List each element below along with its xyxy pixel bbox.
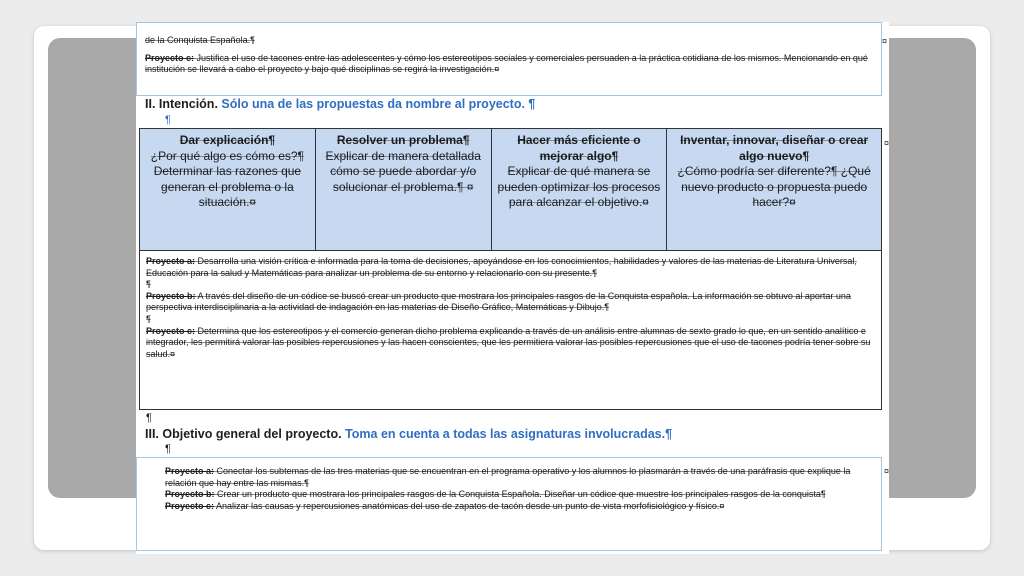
intention-cell-body: ¿Cómo podría ser diferente?¶ ¿Qué nuevo producto o propuesta puedo hacer?¤ [677,164,871,209]
intention-cell-innovate [667,129,882,251]
intention-cell-explain [140,129,316,251]
section-3-heading [145,427,672,441]
objetivo-a-text: Conectar los subtemas de las tres materias que se encuentran en el programa operativo y los alumnos lo plasmarán a través de una paráfrasis que explique la relación que hay entre las mismas.¶ [165,466,851,488]
section-2-heading [145,97,535,111]
proyecto-c-paragraph [146,326,875,361]
intention-cell-improve [491,129,667,251]
intention-cell-title: Inventar, innovar, diseñar o crear algo nuevo¶ [680,133,869,163]
proyecto-b-label: Proyecto b: [146,290,196,301]
section-2-title: II. Intención. [145,97,218,111]
intention-cell-body: Explicar de manera detallada cómo se puede abordar y/o solucionar el problema.¶ ¤ [325,148,481,194]
intention-cell-solve [315,129,491,251]
objetivo-c-text: Analizar las causas y repercusiones anatómicas del uso de zapatos de tacón desde un punto de vista morfofisiológico y físico.¤ [214,500,725,511]
intention-cell-title: Hacer más eficiente o mejorar algo¶ [517,133,641,163]
intention-cell-body: Explicar de qué manera se pueden optimizar los procesos para alcanzar el objetivo.¤ [497,164,661,209]
objetivo-a-label: Proyecto a: [165,466,215,476]
section-2-instruction: Sólo una de las propuestas da nombre al proyecto. ¶ [221,97,536,111]
pilcrow-mark: ¶ [165,114,171,126]
pilcrow-mark: ¶ [146,412,152,424]
pilcrow-mark: ¶ [165,443,171,455]
cell-marker: ¤ [884,466,889,476]
intention-table [139,128,882,251]
proyecto-b-text: A través del diseño de un códice se buscó crear un producto que mostrara los principales rasgos de la Conquista española. La información se obtuvo al aportar una perspectiva interdisciplinaria a la actividad de indagación en las materias de Diseño Gráfico, Matemáticas y Dibujo.¶ [146,290,851,313]
objetivo-b-paragraph [165,489,861,501]
objetivo-c-paragraph [165,501,861,513]
section-3-title: III. Objetivo general del proyecto. [145,427,342,441]
objetivo-a-paragraph [165,466,861,489]
proyecto-a-paragraph [146,256,875,279]
cell-marker: ¤ [882,36,888,46]
intention-cell-title: Resolver un problema¶ [336,133,470,147]
document-image [136,22,889,554]
proyecto-c-label: Proyecto c: [145,52,195,63]
objectives-box [136,457,882,551]
intention-table-row [140,129,882,251]
objetivo-c-label: Proyecto c: [165,500,215,511]
proyecto-c-paragraph [145,53,873,76]
proyecto-c-text: Justifica el uso de tacones entre las adolescentes y cómo los estereotipos sociales y comerciales persuaden a la práctica cotidiana de los mismos. Mencionando en qué institución se llevará a cabo el proyecto y bajo qué disciplinas se regirá la investigación.¤ [145,52,868,75]
objetivo-b-text: Crear un producto que mostrara los principales rasgos de la Conquista Española. Diseñar un códice que muestre los principales rasgos de la conquista¶ [214,489,826,500]
proyecto-a-label: Proyecto a: [146,256,196,266]
objetivo-b-label: Proyecto b: [165,489,215,500]
intention-cell-body: ¿Por qué algo es cómo es?¶ Determinar las razones que generan el problema o la situación.¤ [150,148,304,209]
section-3-instruction: Toma en cuenta a todas las asignaturas involucradas.¶ [345,427,673,441]
proyecto-c-text: Determina que los estereotipos y el comercio generan dicho problema explicando a través de un análisis entre alumnas de sexto grado lo que, en un sentido analítico e integrador, les permitirá valorar las posibles repercusiones y las hacen conscientes, que les permitiera valorar las posibles repercusiones que el uso de tacones podría tener sobre su salud.¤ [146,325,871,359]
top-text-box [136,22,882,96]
continuation-line: de la Conquista Española.¶ [145,35,255,45]
intention-cell-title: Dar explicación¶ [179,133,276,147]
proyecto-a-text: Desarrolla una visión crítica e informada para la toma de decisiones, apoyándose en los conocimientos, habilidades y valores de las materias de Literatura Universal, Educación para la salud y Matemáticas para analizar un problema de su entorno y relacionarlo con su presente.¶ [146,256,857,278]
paragraph-separator: ¶ [146,313,151,324]
paragraph-separator: ¶ [146,279,151,290]
proyecto-c-label: Proyecto c: [146,325,196,336]
row-marker: ¤ [884,138,889,148]
projects-box [139,251,882,410]
proyecto-b-paragraph [146,291,875,314]
